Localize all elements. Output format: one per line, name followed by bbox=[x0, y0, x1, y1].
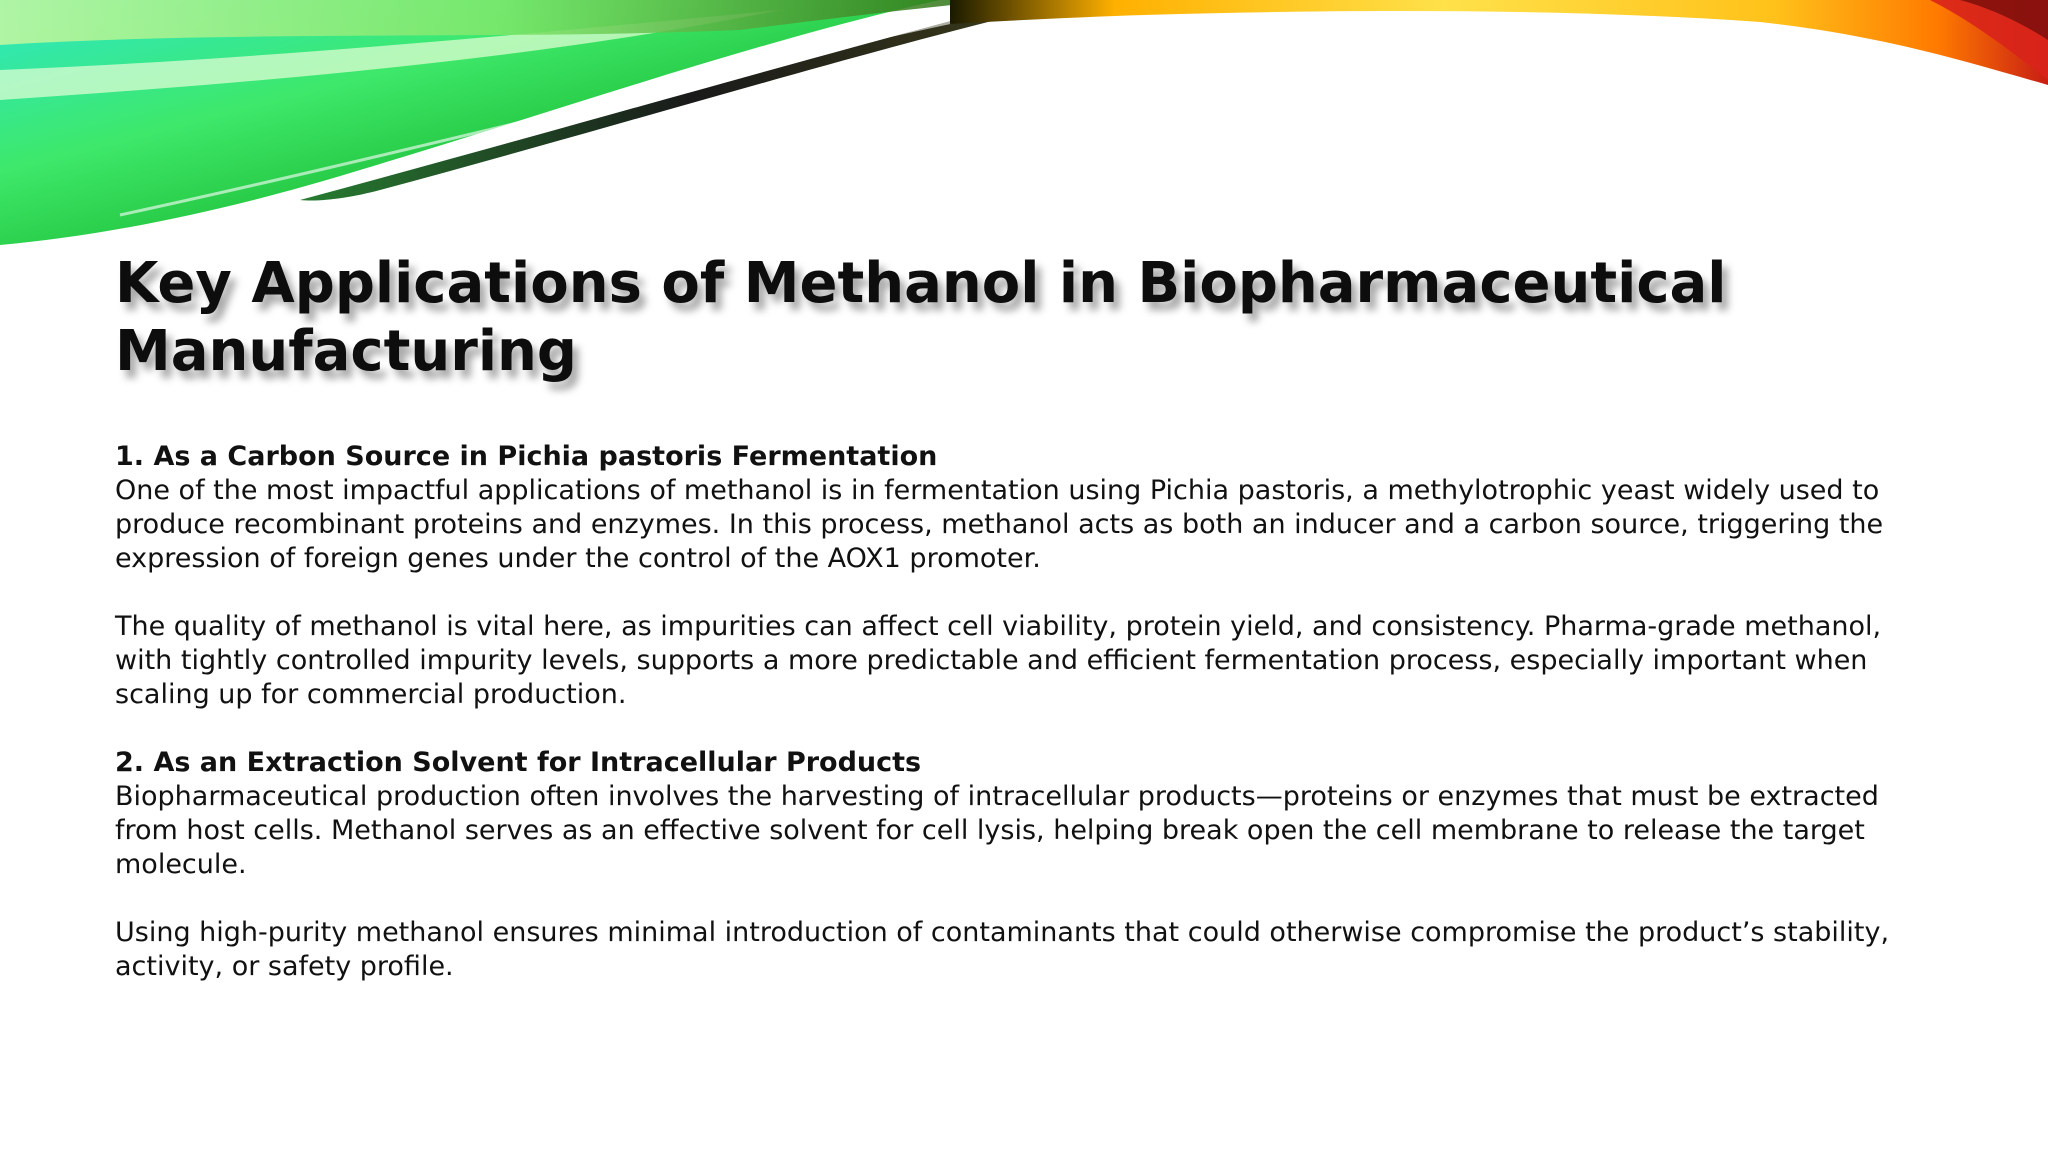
paragraph-spacer bbox=[115, 882, 1945, 916]
section-2-paragraph-2: Using high-purity methanol ensures minimal introduction of contaminants that could otherwise compromise the product’s stability, activity, or safety profile. bbox=[115, 917, 1890, 982]
rainbow-swoosh-decoration bbox=[0, 0, 2048, 260]
slide-body bbox=[115, 440, 1945, 984]
paragraph-spacer bbox=[115, 576, 1945, 610]
section-2-paragraph-1: Biopharmaceutical production often involves the harvesting of intracellular products—proteins or enzymes that must be extracted from host cells. Methanol serves as an effective solvent for cell lysis, helping break open the cell membrane to release the target molecule. bbox=[115, 781, 1879, 880]
section-1-paragraph-1: One of the most impactful applications of methanol is in fermentation using Pichia pastoris, a methylotrophic yeast widely used to produce recombinant proteins and enzymes. In this process, methanol acts as both an inducer and a carbon source, triggering the expression of foreign genes under the control of the AOX1 promoter. bbox=[115, 475, 1884, 574]
paragraph-spacer bbox=[115, 712, 1945, 746]
section-heading-2: 2. As an Extraction Solvent for Intracellular Products bbox=[115, 747, 922, 778]
section-heading-1: 1. As a Carbon Source in Pichia pastoris Fermentation bbox=[115, 441, 938, 472]
section-1-paragraph-2: The quality of methanol is vital here, as impurities can affect cell viability, protein yield, and consistency. Pharma-grade methanol, with tightly controlled impurity levels, supports a more predictable and efficient fermentation process, especially important when scaling up for commercial production. bbox=[115, 611, 1882, 710]
slide-title: Key Applications of Methanol in Biopharmaceutical Manufacturing bbox=[115, 251, 1727, 384]
